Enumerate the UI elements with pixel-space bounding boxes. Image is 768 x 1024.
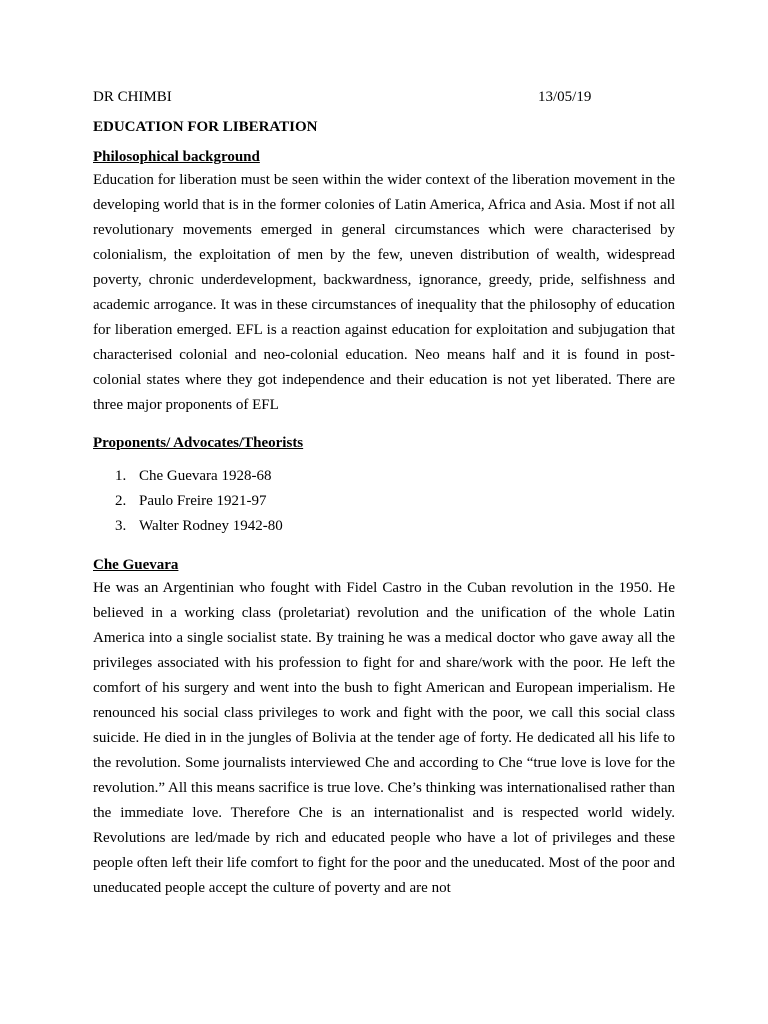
list-item-text: Che Guevara 1928-68 — [139, 468, 272, 484]
che-guevara-heading: Che Guevara — [93, 557, 179, 573]
che-guevara-paragraph: He was an Argentinian who fought with Fidel Castro in the Cuban revolution in the 1950. He believed in a working class (proletariat) revolution and the unification of the whole Latin America into a single socialist state. By training he was a medical doctor who gave away all the privileges associated with his profession to fight for and share/work with the poor. He left the comfort of his surgery and went into the bush to fight American and European imperialism. He renounced his social class privileges to work and fight with the poor, we call this social class suicide. He died in in the jungles of Bolivia at the tender age of forty. He dedicated all his life to the revolution. Some journalists interviewed Che and according to Che “true love is love for the revolution.” All this means sacrifice is true love. Che’s thinking was internationalised rather than the immediate love. Therefore Che is an internationalist and is respected world widely. Revolutions are led/made by rich and educated people who have a lot of privileges and these people often left their life comfort to fight for the poor and the uneducated. Most of the poor and uneducated people accept the culture of poverty and are not — [93, 580, 675, 896]
document-page — [93, 86, 675, 901]
document-title: EDUCATION FOR LIBERATION — [93, 119, 318, 135]
philosophical-background-paragraph: Education for liberation must be seen within the wider context of the liberation movement in the developing world that is in the former colonies of Latin America, Africa and Asia. Most if not all revolutionary movements emerged in general circumstances which were characterised by colonialism, the exploitation of men by the few, uneven distribution of wealth, widespread poverty, chronic underdevelopment, backwardness, ignorance, greedy, pride, selfishness and academic arrogance. It was in these circumstances of inequality that the philosophy of education for liberation emerged. EFL is a reaction against education for exploitation and subjugation that characterised colonial and neo-colonial education. Neo means half and it is found in post-colonial states where they got independence and their education is not yet liberated. There are three major proponents of EFL — [93, 172, 675, 413]
list-item-text: Walter Rodney 1942-80 — [139, 518, 283, 534]
list-item — [93, 514, 675, 539]
document-header — [93, 86, 675, 108]
list-number: 1. — [115, 468, 127, 484]
list-number: 3. — [115, 518, 127, 534]
list-item — [93, 489, 675, 514]
philosophical-background-heading: Philosophical background — [93, 149, 260, 165]
list-item-text: Paulo Freire 1921-97 — [139, 493, 267, 509]
list-number: 2. — [115, 493, 127, 509]
author-name: DR CHIMBI — [93, 89, 172, 105]
list-item — [93, 464, 675, 489]
proponents-heading: Proponents/ Advocates/Theorists — [93, 435, 304, 451]
proponents-list — [93, 464, 675, 539]
document-date: 13/05/19 — [538, 89, 592, 105]
